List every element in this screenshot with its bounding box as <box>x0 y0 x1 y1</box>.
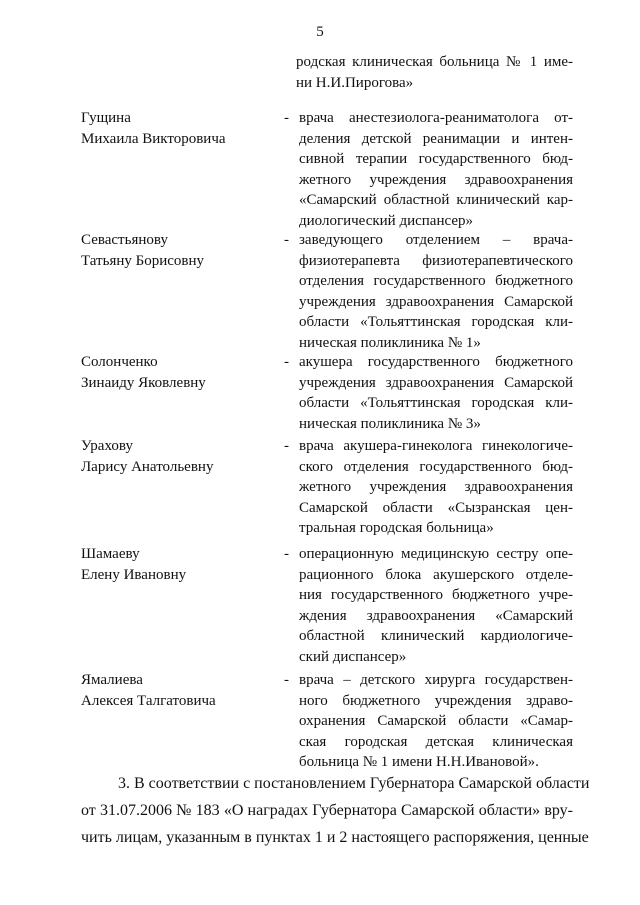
text-line: 3. В соответствии с постановлением Губернатора Самарской области <box>118 775 590 792</box>
person-position: заведующего отделением – врача- физиотерапевта физиотерапевтического отделения государственного бюджетного учреждения здравоохранения Самарской области «Тольяттинская городская кли- ническая поликлиника № 1» <box>299 232 573 351</box>
text-line: родская клиническая больница № 1 име- <box>296 54 573 70</box>
continuation-text <box>296 52 573 93</box>
dash-separator: - <box>284 546 289 562</box>
person-position: акушера государственного бюджетного учреждения здравоохранения Самарской области «Тольяттинская городская кли- ническая поликлиника № 3» <box>299 354 573 432</box>
dash-separator: - <box>284 672 289 688</box>
person-name: Урахову Ларису Анатольевну <box>81 438 214 475</box>
text-line: ни Н.И.Пирогова» <box>296 74 414 91</box>
person-position: врача – детского хирурга государствен- ного бюджетного учреждения здраво- охранения Самарской области «Самар- ская городская детская клиническая больница № 1 имени Н.Н.Ивановой». <box>299 672 573 770</box>
text-line: чить лицам, указанным в пунктах 1 и 2 настоящего распоряжения, ценные <box>81 829 589 846</box>
dash-separator: - <box>284 232 289 248</box>
dash-separator: - <box>284 438 289 454</box>
dash-separator: - <box>284 110 289 126</box>
page-number: 5 <box>316 24 324 40</box>
person-position: операционную медицинскую сестру опе- рационного блока акушерского отделе- ния государственного бюджетного учре- ждения здравоохранения «Самарский областной клинический кардиологиче- ский диспансер» <box>299 546 573 665</box>
person-position: врача анестезиолога-реаниматолога от- деления детской реанимации и интен- сивной терапии государственного бюд- жетного учреждения здравоохранения «Самарский областной клинический кар- диологический диспансер» <box>299 110 573 229</box>
person-name: Гущина Михаила Викторовича <box>81 110 226 147</box>
person-position: врача акушера-гинеколога гинекологиче- ского отделения государственного бюд- жетного учреждения здравоохранения Самарской области «Сызранская цен- тральная городская больница» <box>299 438 573 536</box>
text-line: от 31.07.2006 № 183 «О наградах Губернатора Самарской области» вру- <box>81 802 573 819</box>
dash-separator: - <box>284 354 289 370</box>
paragraph-3 <box>81 770 590 851</box>
person-name: Ямалиева Алексея Талгатовича <box>81 672 216 709</box>
person-name: Солонченко Зинаиду Яковлевну <box>81 354 206 391</box>
person-name: Шамаеву Елену Ивановну <box>81 546 187 583</box>
person-name: Севастьянову Татьяну Борисовну <box>81 232 205 269</box>
